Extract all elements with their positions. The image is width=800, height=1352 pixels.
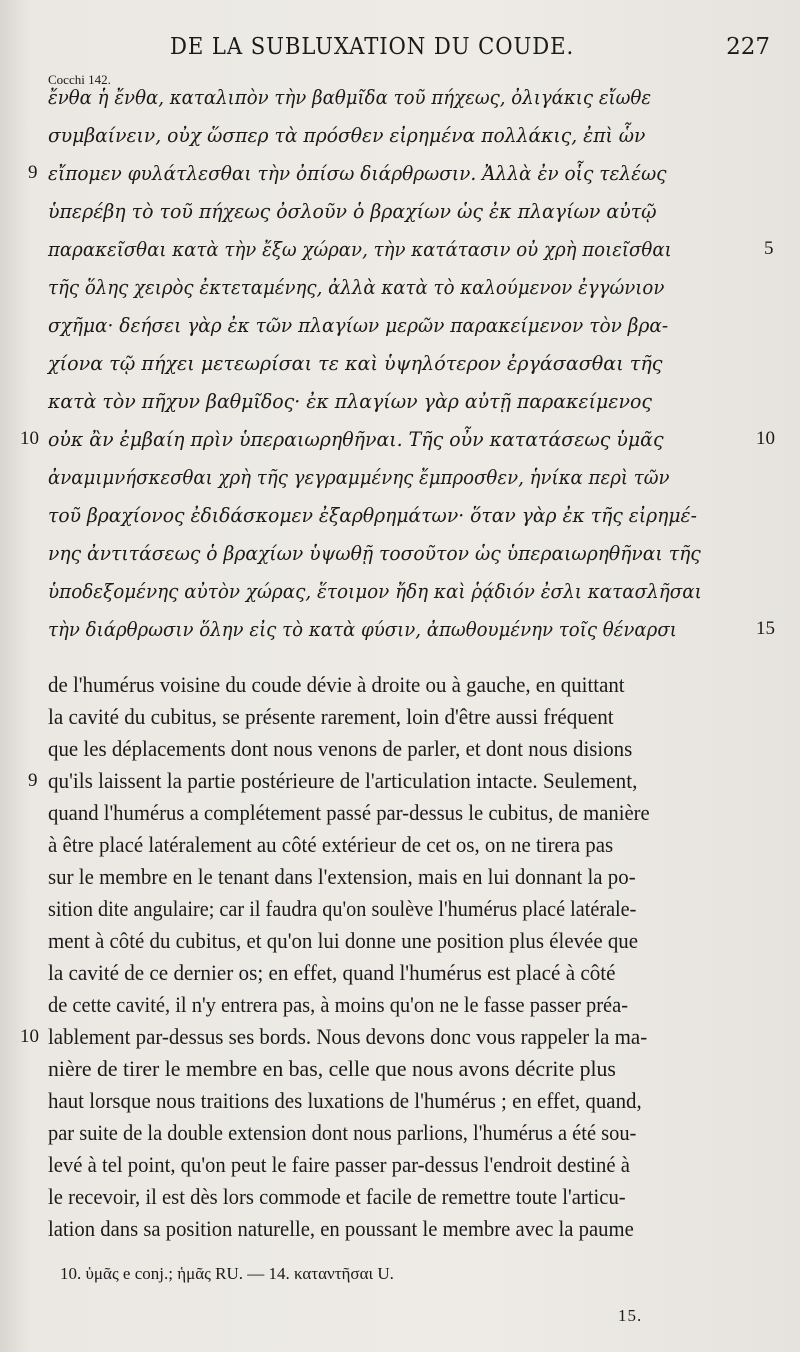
french-line: à être placé latéralement au côté extérieur de cet os, on ne tirera pas <box>48 832 614 857</box>
greek-line: κατὰ τὸν πῆχυν βαθμῖδος· ἐκ πλαγίων γὰρ αὐτῇ παρακείμενος <box>48 390 652 413</box>
greek-line: χίονα τῷ πήχει μετεωρίσαι τε καὶ ὑψηλότερον ἐργάσασθαι τῆς <box>48 352 663 375</box>
greek-line: παρακεῖσθαι κατὰ τὴν ἔξω χώραν, τὴν κατάτασιν οὐ χρὴ ποιεῖσθαι <box>48 238 672 261</box>
french-line: sition dite angulaire; car il faudra qu'on soulève l'humérus placé latérale- <box>48 896 637 921</box>
french-line: lablement par-dessus ses bords. Nous devons donc vous rappeler la ma- <box>48 1024 648 1049</box>
french-line: lation dans sa position naturelle, en poussant le membre avec la paume <box>48 1216 634 1241</box>
greek-line: τοῦ βραχίονος ἐδιδάσκομεν ἐξαρθρημάτων· ὅταν γὰρ ἐκ τῆς εἰρημέ- <box>48 504 697 527</box>
french-line: que les déplacements dont nous venons de parler, et dont nous disions <box>48 736 633 761</box>
french-line: le recevoir, il est dès lors commode et facile de remettre toute l'articu- <box>48 1184 626 1209</box>
french-line: haut lorsque nous traitions des luxations de l'humérus ; en effet, quand, <box>48 1088 642 1113</box>
french-line: quand l'humérus a complétement passé par-dessus le cubitus, de manière <box>48 800 650 825</box>
french-line: levé à tel point, qu'on peut le faire passer par-dessus l'endroit destiné à <box>48 1152 630 1177</box>
greek-line: ἀναμιμνήσκεσθαι χρὴ τῆς γεγραμμένης ἔμπροσθεν, ἡνίκα περὶ τῶν <box>48 466 670 489</box>
greek-line-number: 15 <box>756 618 775 639</box>
signature-mark: 15. <box>618 1306 643 1325</box>
french-line: de l'humérus voisine du coude dévie à droite ou à gauche, en quittant <box>48 672 625 697</box>
greek-line: ὑποδεξομένης αὐτὸν χώρας, ἕτοιμον ἤδη καὶ ῥᾴδιόν ἐσλι κατασλῆσαι <box>48 580 702 603</box>
greek-line-number: 10 <box>756 428 775 449</box>
greek-line: οὐκ ἂν ἐμβαίη πρὶν ὑπεραιωρηθῆναι. Τῆς οὖν κατατάσεως ὑμᾶς <box>48 428 664 451</box>
cocchi-reference: Cocchi 142. <box>48 72 111 87</box>
french-line: la cavité de ce dernier os; en effet, quand l'humérus est placé à côté <box>48 960 616 985</box>
french-line: qu'ils laissent la partie postérieure de l'articulation intacte. Seulement, <box>48 768 638 793</box>
greek-line: συμβαίνειν, οὐχ ὥσπερ τὰ πρόσθεν εἰρημένα πολλάκις, ἐπὶ ὧν <box>48 124 646 147</box>
greek-line: νης ἀντιτάσεως ὁ βραχίων ὑψωθῇ τοσοῦτον ὡς ὑπεραιωρηθῆναι τῆς <box>48 542 701 565</box>
greek-line: τὴν διάρθρωσιν ὅλην εἰς τὸ κατὰ φύσιν, ἀπωθουμένην τοῖς θέναρσι <box>48 618 677 641</box>
french-line: par suite de la double extension dont nous parlions, l'humérus a été sou- <box>48 1120 637 1145</box>
greek-margin-number: 9 <box>28 162 38 183</box>
greek-line: ὑπερέβη τὸ τοῦ πήχεως ὀσλοῦν ὁ βραχίων ὡς ἐκ πλαγίων αὐτῷ <box>48 200 657 223</box>
french-margin-number: 9 <box>28 770 38 791</box>
french-line: nière de tirer le membre en bas, celle que nous avons décrite plus <box>48 1056 616 1081</box>
french-line: la cavité du cubitus, se présente rarement, loin d'être aussi fréquent <box>48 704 614 729</box>
footnote: 10. ὑμᾶς e conj.; ἡμᾶς RU. — 14. καταντῆσαι U. <box>60 1264 394 1283</box>
greek-line: σχῆμα· δεήσει γὰρ ἐκ τῶν πλαγίων μερῶν παρακείμενον τὸν βρα- <box>48 314 669 337</box>
greek-line: εἴπομεν φυλάτλεσθαι τὴν ὀπίσω διάρθρωσιν. Ἀλλὰ ἐν οἷς τελέως <box>48 162 667 185</box>
french-line: de cette cavité, il n'y entrera pas, à moins qu'on ne le fasse passer préa- <box>48 992 629 1017</box>
french-margin-number: 10 <box>20 1026 39 1047</box>
french-line: sur le membre en le tenant dans l'extension, mais en lui donnant la po- <box>48 864 636 889</box>
greek-line: ἔνθα ἡ ἔνθα, καταλιπὸν τὴν βαθμῖδα τοῦ πήχεως, ὀλιγάκις εἴωθε <box>48 86 652 109</box>
greek-margin-number: 10 <box>20 428 39 449</box>
page-number: 227 <box>726 34 770 60</box>
page-header <box>170 34 770 68</box>
french-line: ment à côté du cubitus, et qu'on lui donne une position plus élevée que <box>48 928 639 953</box>
running-head: DE LA SUBLUXATION DU COUDE. <box>170 34 575 60</box>
greek-line-number: 5 <box>764 238 774 259</box>
greek-line: τῆς ὅλης χειρὸς ἐκτεταμένης, ἀλλὰ κατὰ τὸ καλούμενον ἐγγώνιον <box>48 276 665 299</box>
